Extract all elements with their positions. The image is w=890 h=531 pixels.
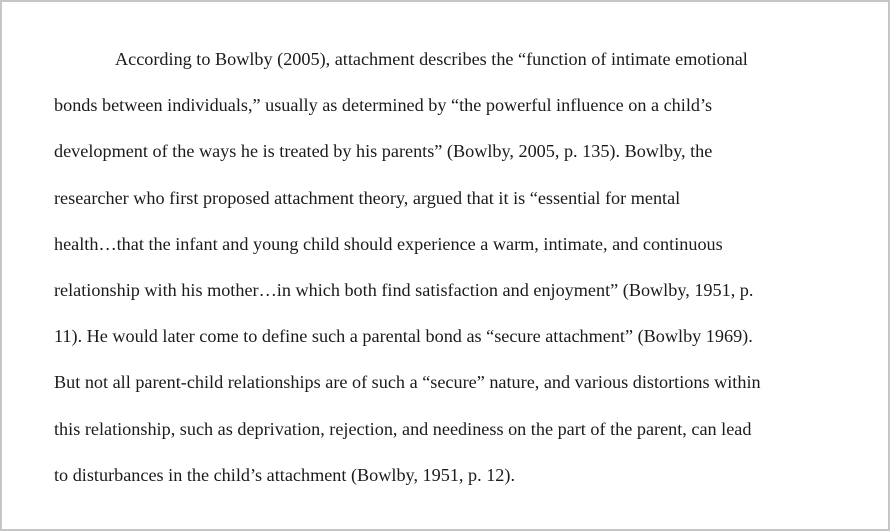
paragraph-line: 11). He would later come to define such a parental bond as “secure attachment” (Bowlby 1969). (54, 326, 753, 347)
paragraph-line: to disturbances in the child’s attachment (Bowlby, 1951, p. 12). (54, 464, 516, 485)
paragraph-line: development of the ways he is treated by his parents” (Bowlby, 2005, p. 135). Bowlby, the (54, 141, 713, 162)
paragraph-line: health…that the infant and young child should experience a warm, intimate, and continuous (54, 233, 723, 254)
paragraph-line: researcher who first proposed attachment theory, argued that it is “essential for mental (54, 187, 681, 208)
paragraph-line: this relationship, such as deprivation, rejection, and neediness on the part of the parent, can lead (54, 418, 752, 439)
paragraph-line: bonds between individuals,” usually as determined by “the powerful influence on a child’s (54, 95, 713, 116)
paragraph-line: According to Bowlby (2005), attachment describes the “function of intimate emotional (115, 49, 748, 69)
body-paragraph (54, 44, 854, 506)
paragraph-line: But not all parent-child relationships are of such a “secure” nature, and various distortions within (54, 372, 761, 393)
paragraph-line: relationship with his mother…in which both find satisfaction and enjoyment” (Bowlby, 1951, p. (54, 279, 754, 300)
